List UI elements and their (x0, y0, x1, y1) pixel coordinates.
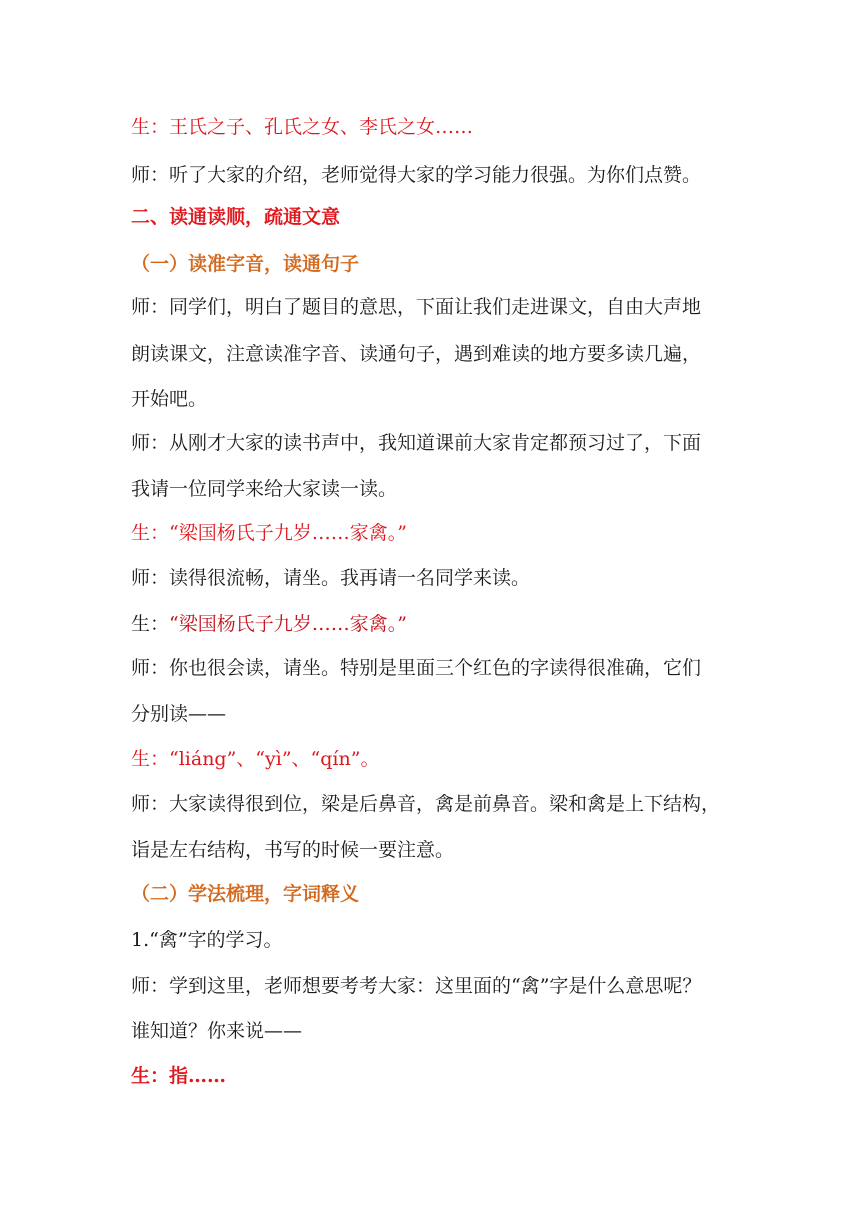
teacher-line-continued: 我请一位同学来给大家读一读。 (131, 478, 398, 500)
teacher-line: 师：大家读得很到位，梁是后鼻音，禽是前鼻音。梁和禽是上下结构， (131, 793, 721, 815)
student-reading-line: 生：“梁国杨氏子九岁……家禽。” (131, 522, 407, 544)
section-heading: 二、读通读顺，疏通文意 (131, 206, 341, 228)
teacher-line: 师：同学们，明白了题目的意思，下面让我们走进课文，自由大声地 (131, 296, 702, 318)
speaker-label: 生： (131, 613, 170, 635)
teacher-line-continued: 分别读—— (131, 703, 227, 725)
teacher-line: 师：学到这里，老师想要考考大家：这里面的“禽”字是什么意思呢？ (131, 975, 702, 997)
student-answer-line: 生：王氏之子、孔氏之女、李氏之女…… (131, 116, 474, 138)
teacher-line: 师：你也很会读，请坐。特别是里面三个红色的字读得很准确，它们 (131, 657, 702, 679)
teacher-line: 师：读得很流畅，请坐。我再请一名同学来读。 (131, 567, 531, 589)
teacher-line-continued: 朗读课文，注意读准字音、读通句子，遇到难读的地方要多读几遍， (131, 343, 702, 365)
teacher-line-continued: 谁知道？你来说—— (131, 1020, 303, 1042)
numbered-item: 1.“禽”字的学习。 (131, 929, 283, 951)
subsection-heading: （二）学法梳理，字词释义 (131, 883, 360, 905)
student-reading-line (131, 612, 407, 636)
student-answer-line: 生：指…… (131, 1065, 227, 1087)
reading-quote: “梁国杨氏子九岁……家禽。” (169, 613, 407, 635)
teacher-line-continued: 开始吧。 (131, 388, 208, 410)
teacher-line: 师：听了大家的介绍，老师觉得大家的学习能力很强。为你们点赞。 (131, 164, 702, 186)
student-pinyin-line: 生：“liáng”、“yì”、“qín”。 (131, 748, 380, 770)
teacher-line: 师：从刚才大家的读书声中，我知道课前大家肯定都预习过了，下面 (131, 432, 702, 454)
subsection-heading: （一）读准字音，读通句子 (131, 253, 360, 275)
teacher-line-continued: 诣是左右结构，书写的时候一要注意。 (131, 839, 455, 861)
